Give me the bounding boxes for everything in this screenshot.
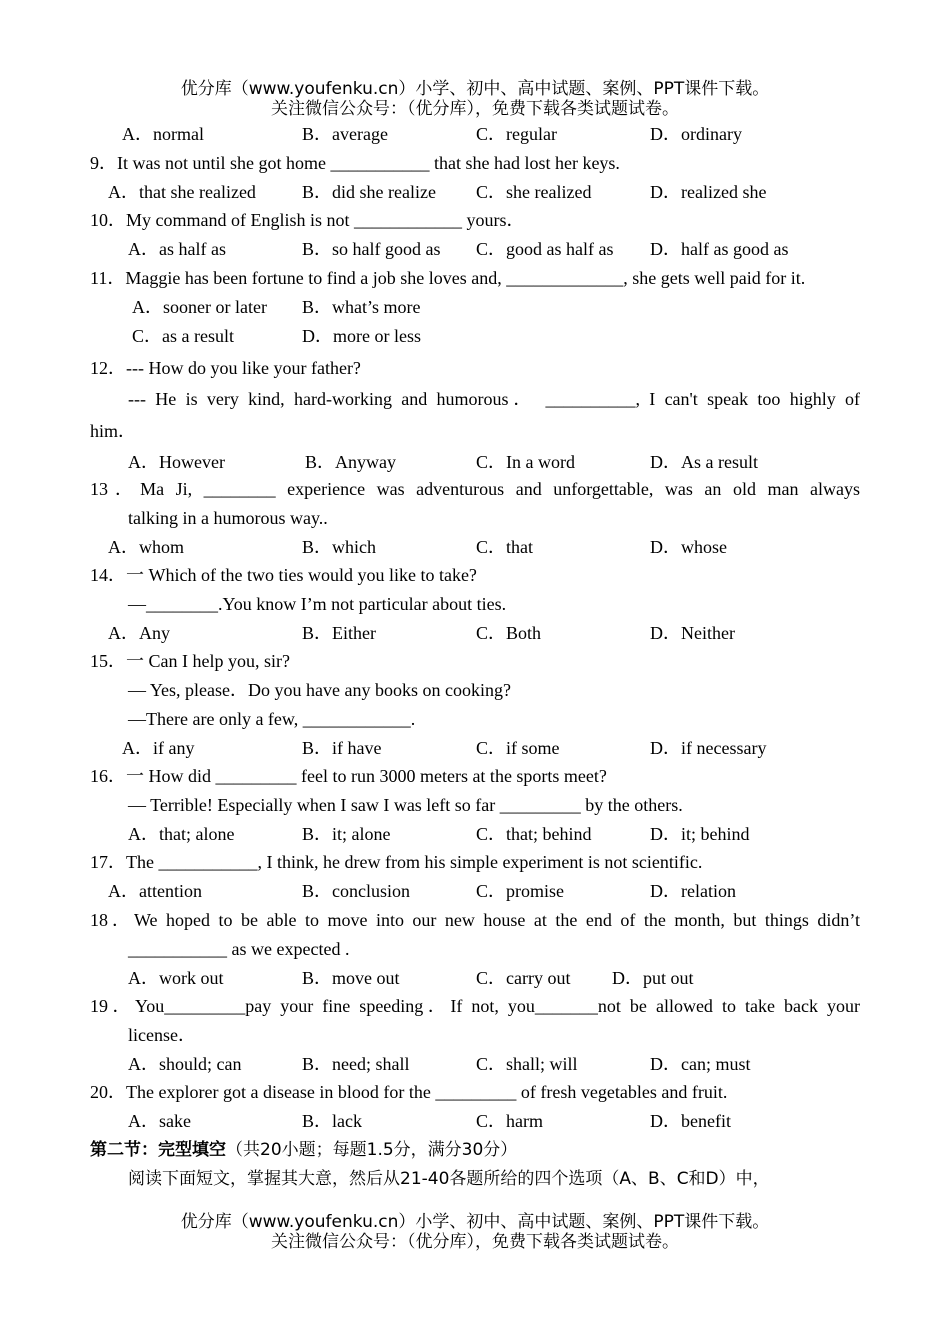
q20-option-a: A．sake — [128, 1111, 191, 1131]
q12-option-c: C．In a word — [476, 452, 575, 472]
q12-stem: 12．--- How do you like your father? — [90, 358, 361, 378]
q18-stem: 18．We hoped to be able to move into our new house at the end of the month, but things didn’t — [90, 910, 860, 930]
q8-option-a: A．normal — [122, 124, 204, 144]
q15-line-3: —There are only a few, ____________. — [128, 709, 416, 729]
q17-option-c: C．promise — [476, 881, 564, 901]
q15-line-2: — Yes, please．Do you have any books on cooking? — [128, 680, 511, 700]
q20-option-b: B．lack — [302, 1111, 362, 1131]
q19-option-c: C．shall; will — [476, 1054, 578, 1074]
q17-stem: 17．The ___________, I think, he drew from his simple experiment is not scientific. — [90, 852, 703, 872]
q9-option-d: D．realized she — [650, 182, 767, 202]
q10-option-b: B．so half good as — [302, 239, 441, 259]
q13-option-a: A．whom — [108, 537, 184, 557]
q11-option-b: B．what’s more — [302, 297, 421, 317]
q15-option-c: C．if some — [476, 738, 560, 758]
section2-heading — [90, 1139, 517, 1161]
q20-stem: 20．The explorer got a disease in blood for the _________ of fresh vegetables and fruit. — [90, 1082, 728, 1102]
q9-option-c: C．she realized — [476, 182, 592, 202]
page-footer-line-2: 关注微信公众号：（优分库），免费下载各类试题试卷。 — [271, 1232, 679, 1252]
q15-stem: 15．一 Can I help you, sir? — [90, 651, 290, 671]
q11-option-c: C．as a result — [132, 326, 234, 346]
q12-option-a: A．However — [128, 452, 225, 472]
page-header-line-2: 关注微信公众号：（优分库），免费下载各类试题试卷。 — [271, 99, 679, 119]
q10-option-c: C．good as half as — [476, 239, 614, 259]
q13-option-b: B．which — [302, 537, 376, 557]
page-footer-line-1: 优分库（www.youfenku.cn）小学、初中、高中试题、案例、PPT课件下载。 — [180, 1212, 770, 1232]
q17-option-d: D．relation — [650, 881, 736, 901]
section2-title: 第二节：完型填空 — [90, 1140, 226, 1160]
q20-option-d: D．benefit — [650, 1111, 731, 1131]
section2-subtitle: （共20小题；每题1.5分，满分30分） — [226, 1140, 518, 1160]
q10-stem: 10．My command of English is not ____________ yours． — [90, 210, 525, 230]
q13-option-d: D．whose — [650, 537, 727, 557]
q16-line-2: — Terrible! Especially when I saw I was left so far _________ by the others. — [128, 795, 683, 815]
q13-line-2: talking in a humorous way.. — [128, 508, 328, 528]
q12-line-3: him． — [90, 421, 137, 441]
q10-option-a: A．as half as — [128, 239, 226, 259]
q12-option-b: B．Anyway — [305, 452, 396, 472]
q19-line-2: license． — [128, 1025, 196, 1045]
q16-option-d: D．it; behind — [650, 824, 750, 844]
q14-option-b: B．Either — [302, 623, 376, 643]
q15-option-d: D．if necessary — [650, 738, 767, 758]
q9-option-b: B．did she realize — [302, 182, 436, 202]
q18-line-2: ___________ as we expected . — [128, 939, 350, 959]
q9-stem: 9．It was not until she got home ___________ that she had lost her keys. — [90, 153, 620, 173]
q8-option-c: C．regular — [476, 124, 557, 144]
q17-option-a: A．attention — [108, 881, 202, 901]
q15-option-a: A．if any — [122, 738, 195, 758]
q10-option-d: D．half as good as — [650, 239, 789, 259]
q19-option-b: B．need; shall — [302, 1054, 410, 1074]
q16-option-a: A．that; alone — [128, 824, 235, 844]
q14-line-2: —________.You know I’m not particular about ties. — [128, 594, 507, 614]
q8-option-b: B．average — [302, 124, 388, 144]
q18-option-b: B．move out — [302, 968, 400, 988]
q14-option-a: A．Any — [108, 623, 170, 643]
q14-stem: 14．一 Which of the two ties would you like to take? — [90, 565, 477, 585]
page-header-line-1: 优分库（www.youfenku.cn）小学、初中、高中试题、案例、PPT课件下载。 — [180, 79, 770, 99]
q19-stem: 19．You_________pay your fine speeding．If not, you_______not be allowed to take back your — [90, 996, 860, 1016]
q13-option-c: C．that — [476, 537, 533, 557]
q18-option-c: C．carry out — [476, 968, 571, 988]
q16-option-c: C．that; behind — [476, 824, 592, 844]
q16-stem: 16．一 How did _________ feel to run 3000 meters at the sports meet? — [90, 766, 607, 786]
q11-option-a: A．sooner or later — [132, 297, 267, 317]
q18-option-a: A．work out — [128, 968, 224, 988]
q18-option-d: D．put out — [612, 968, 694, 988]
q16-option-b: B．it; alone — [302, 824, 391, 844]
q17-option-b: B．conclusion — [302, 881, 410, 901]
q11-stem: 11．Maggie has been fortune to find a job she loves and, _____________, she gets well paid for it. — [90, 268, 806, 288]
q19-option-a: A．should; can — [128, 1054, 242, 1074]
q12-line-2: --- He is very kind, hard-working and humorous． __________, I can't speak too highly of — [128, 389, 860, 409]
q15-option-b: B．if have — [302, 738, 382, 758]
q20-option-c: C．harm — [476, 1111, 543, 1131]
q12-option-d: D．As a result — [650, 452, 758, 472]
q14-option-d: D．Neither — [650, 623, 735, 643]
section2-instruction: 阅读下面短文，掌握其大意，然后从21-40各题所给的四个选项（A、B、C和D）中， — [128, 1169, 770, 1189]
q14-option-c: C．Both — [476, 623, 542, 643]
q8-option-d: D．ordinary — [650, 124, 742, 144]
q13-stem: 13．Ma Ji, ________ experience was adventurous and unforgettable, was an old man always — [90, 479, 860, 499]
q19-option-d: D．can; must — [650, 1054, 751, 1074]
q9-option-a: A．that she realized — [108, 182, 256, 202]
q11-option-d: D．more or less — [302, 326, 421, 346]
